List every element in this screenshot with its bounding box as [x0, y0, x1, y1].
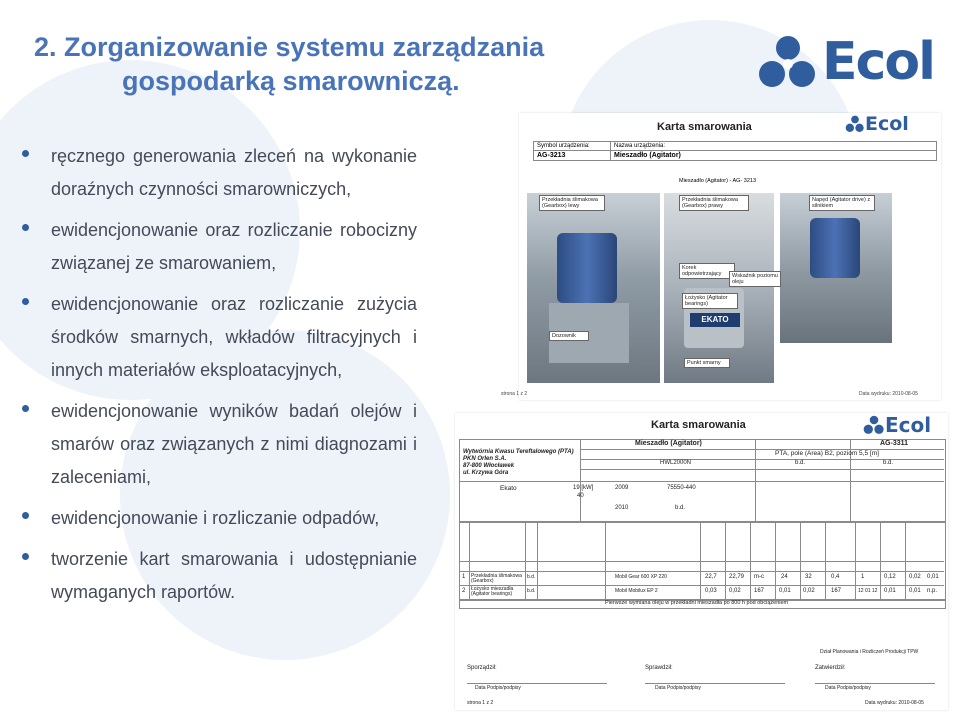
table-cell: 0,4 — [831, 574, 840, 580]
table-cell: 1 — [861, 574, 865, 580]
callout-label: Przekładnia ślimakowa (Gearbox) prawy — [679, 195, 749, 211]
table-cell: Łożysko mieszadła (Agitator bearings) — [471, 586, 514, 597]
table-cell: n.p. — [927, 588, 938, 594]
table-cell: 22,79 — [729, 574, 745, 580]
signature-caption: Data Podpis/podpisy — [655, 685, 701, 691]
table-cell: 0,02 — [729, 588, 741, 594]
print-date: Data wydruku: 2010-08-05 — [865, 700, 924, 706]
divider — [725, 521, 726, 599]
table-cell: 167 — [831, 588, 842, 594]
table-cell: 0,02 — [803, 588, 815, 594]
motor-image — [557, 233, 617, 303]
card-title: Karta smarowania — [657, 121, 752, 133]
company-line: ul. Krzywa Góra — [463, 470, 509, 476]
table-cell: 0,01 — [927, 574, 939, 580]
agitator-photo-left — [527, 193, 660, 383]
table-cell: 0,01 — [909, 588, 921, 594]
device-symbol: AG-3213 — [534, 151, 611, 161]
device-name: Mieszadło (Agitator) — [635, 440, 702, 447]
label-symbol: Symbol urządzenia: — [534, 142, 611, 151]
table-cell: 24 — [781, 574, 788, 580]
table-cell: 0,01 — [884, 588, 896, 594]
table-cell: 32 — [805, 574, 812, 580]
device-year: 2009 — [615, 485, 629, 491]
divider — [880, 521, 881, 599]
bd-value: b.d. — [795, 460, 806, 466]
divider — [855, 521, 856, 599]
table-cell: 1 — [462, 574, 466, 580]
table-cell: 22,7 — [705, 574, 717, 580]
bullet-item: ewidencjonowanie i rozliczanie odpadów, — [22, 502, 417, 535]
lubrication-card-photo — [501, 113, 941, 400]
device-type: Ekato — [500, 485, 517, 492]
divider — [775, 521, 776, 599]
bullet-item: ewidencjonowanie wyników badań olejów i smarów oraz związanych z nimi diagnozami i zaleceniami, — [22, 395, 417, 494]
approver: Dział Planowania i Rozliczeń Produkcji TPW — [820, 649, 919, 655]
ecol-drops-icon — [863, 415, 885, 435]
motor-image — [810, 218, 860, 278]
photo-caption: Mieszadło (Agitator) - AG- 3213 — [679, 178, 757, 184]
divider — [755, 439, 756, 521]
divider — [459, 481, 944, 482]
ecol-drops-icon — [758, 34, 818, 90]
title-line-1: 2. Zorganizowanie systemu zarządzania — [34, 32, 545, 62]
bd-value: b.d. — [883, 460, 894, 466]
divider — [750, 521, 751, 599]
bullet-item: ręcznego generowania zleceń na wykonanie doraźnych czynności smarowniczych, — [22, 140, 417, 206]
device-location: PTA, pole (Area) B2, poziom 5,5 [m] — [775, 450, 879, 457]
bullet-item: tworzenie kart smarowania i udostępnianie wymaganych raportów. — [22, 543, 417, 609]
device-maker: HWL2000N — [660, 460, 692, 466]
card-logo — [845, 113, 909, 135]
divider — [459, 571, 944, 572]
divider — [459, 561, 944, 562]
table-cell: 12 01 12 — [858, 588, 878, 594]
device-symbol: AG-3311 — [880, 440, 909, 447]
signature-caption: Data Podpis/podpisy — [825, 685, 871, 691]
footer-note: Pierwsze wymiana oleju w przekładni mieszadła po 800 h pod obciążeniem — [605, 600, 789, 606]
signature-caption: Data Podpis/podpisy — [475, 685, 521, 691]
callout-label: Przekładnia ślimakowa (Gearbox) lewy — [539, 195, 605, 211]
callout-label: Wskaźnik poziomu oleju — [729, 271, 781, 287]
signature-label: Sprawdził: — [645, 665, 673, 671]
company-line: Wytwórnia Kwasu Tereftalowego (PTA) — [463, 449, 574, 455]
divider — [580, 449, 944, 450]
divider — [700, 521, 701, 599]
callout-label: Napęd (Agitator drive) z silnikiem — [809, 195, 875, 211]
signature-line — [467, 683, 607, 684]
card-logo — [863, 413, 931, 437]
table-cell: Mobil Mobilux EP 2 — [615, 588, 658, 594]
table-cell: b.d. — [527, 574, 536, 580]
signature-line — [645, 683, 785, 684]
device-name: Mieszadło (Agitator) — [611, 151, 937, 161]
card-logo-text: Ecol — [865, 113, 909, 135]
callout-label: Łożysko (Agitator bearings) — [682, 293, 738, 309]
divider — [605, 521, 606, 599]
callout-label: Punkt smarny — [684, 358, 730, 368]
table-cell: 0,01 — [779, 588, 791, 594]
callout-label: Korek odpowietrzający — [679, 263, 735, 279]
table-cell: m-c — [754, 574, 764, 580]
device-power: 19 [kW] — [573, 485, 594, 491]
signature-line — [815, 683, 935, 684]
bd-value: b.d. — [675, 505, 686, 511]
device-header-table — [533, 141, 937, 161]
ecol-logo — [758, 32, 934, 92]
agitator-photo-center — [664, 193, 774, 383]
divider — [469, 521, 470, 599]
print-date: Data wydruku: 2010-08-05 — [859, 391, 918, 397]
table-cell: 0,12 — [884, 574, 896, 580]
divider — [905, 521, 906, 599]
divider — [525, 521, 526, 599]
ekato-plate: EKATO — [690, 313, 740, 327]
bullet-item: ewidencjonowanie oraz rozliczanie zużycia środków smarnych, wkładów filtracyjnych i innych materiałów eksploatacyjnych, — [22, 288, 417, 387]
divider — [459, 585, 944, 586]
table-cell: Przekładnia ślimakowa (Gearbox) — [471, 573, 522, 584]
signature-label: Sporządził: — [467, 665, 497, 671]
page-number: strona 1 z 2 — [501, 391, 528, 397]
label-name: Nazwa urządzenia: — [611, 142, 937, 151]
lubrication-card-table — [455, 413, 948, 710]
card-logo-text: Ecol — [885, 413, 932, 437]
table-cell: 0,02 — [909, 574, 921, 580]
divider — [800, 521, 801, 599]
ecol-drops-icon — [845, 115, 865, 133]
page-number: strona 1 z 2 — [467, 700, 494, 706]
company-line: 87-800 Włocławek — [463, 463, 515, 469]
bullet-list — [22, 140, 417, 617]
slide-title — [34, 30, 594, 98]
agitator-photo-right — [780, 193, 892, 343]
divider — [537, 521, 538, 599]
divider — [825, 521, 826, 599]
bullet-item: ewidencjonowanie oraz rozliczanie robocizny związanej ze smarowaniem, — [22, 214, 417, 280]
signature-label: Zatwierdził: — [815, 665, 846, 671]
device-year-2: 2010 — [615, 505, 629, 511]
device-speed: 40 — [577, 493, 584, 499]
table-cell: Mobil Gear 600 XP 220 — [615, 574, 667, 580]
callout-label: Dozownik — [549, 331, 589, 341]
card-title: Karta smarowania — [651, 419, 746, 431]
table-cell: b.d. — [527, 588, 536, 594]
divider — [580, 439, 581, 521]
title-line-2: gospodarką smarowniczą. — [122, 66, 460, 96]
company-line: PKN Orlen S.A. — [463, 456, 507, 462]
table-cell: 2 — [462, 588, 466, 594]
device-rpm: 75550-440 — [667, 485, 696, 491]
logo-text: Ecol — [822, 32, 934, 92]
table-cell: 167 — [754, 588, 765, 594]
divider — [580, 469, 944, 470]
table-cell: 0,03 — [705, 588, 717, 594]
